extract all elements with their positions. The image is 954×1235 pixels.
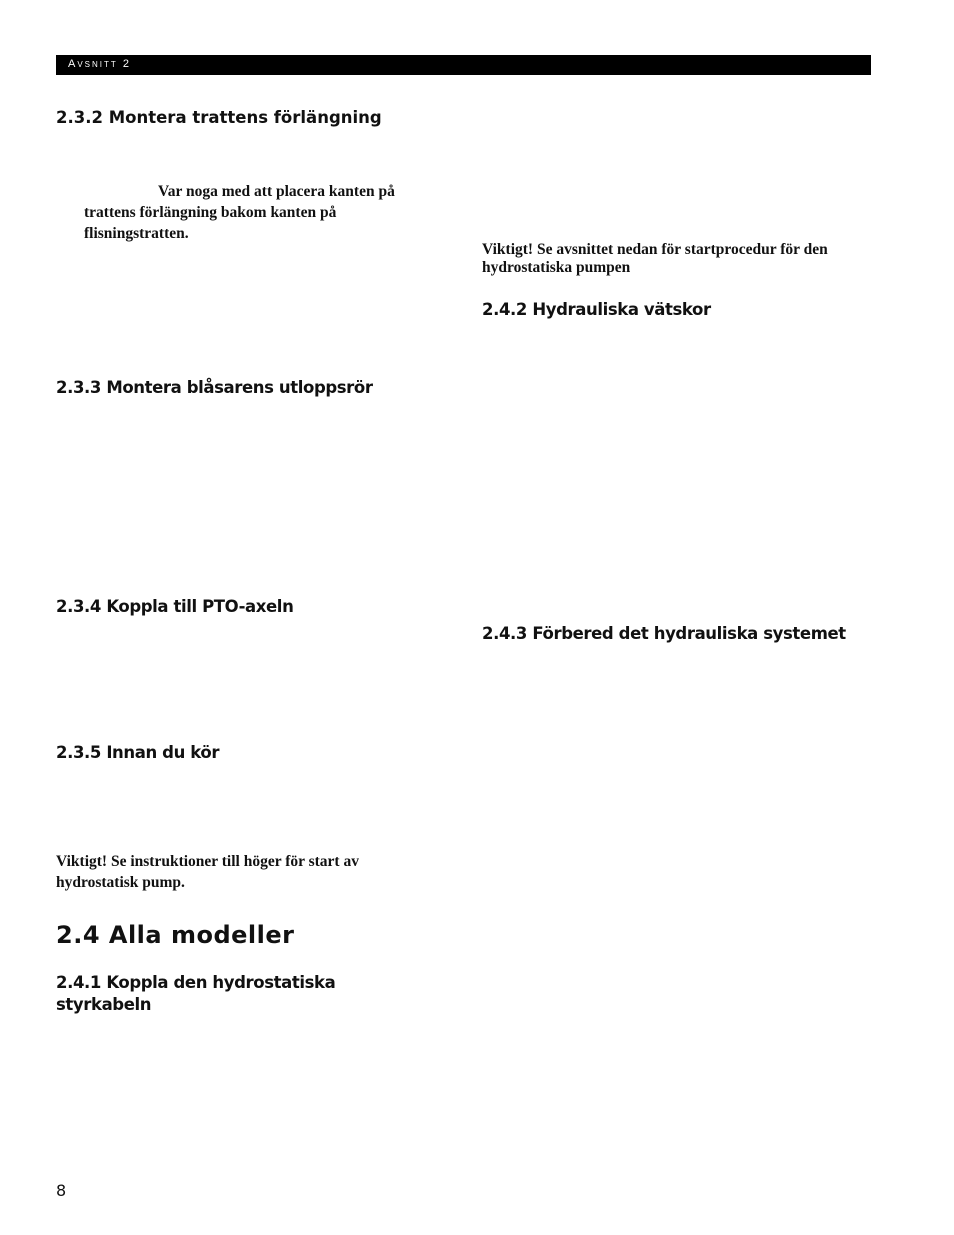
- heading-2-3-4: 2.3.4 Koppla till PTO-axeln: [56, 597, 294, 616]
- note-right-line-1: Viktigt! Se avsnittet nedan för startprocedur för den: [482, 241, 828, 258]
- note-right-line-2: hydrostatiska pumpen: [482, 259, 631, 276]
- section-label: Avsnitt 2: [68, 58, 131, 70]
- section-header-bar: [56, 55, 871, 75]
- heading-2-4-2: 2.4.2 Hydrauliska vätskor: [482, 300, 711, 319]
- heading-2-4-1-line-1: 2.4.1 Koppla den hydrostatiska: [56, 973, 336, 992]
- heading-2-3-2: 2.3.2 Montera trattens förlängning: [56, 108, 382, 127]
- note-2-3-2-line-2: trattens förlängning bakom kanten på: [84, 204, 337, 221]
- heading-2-4: 2.4 Alla modeller: [56, 921, 295, 949]
- heading-2-3-3: 2.3.3 Montera blåsarens utloppsrör: [56, 378, 373, 397]
- page-number: 8: [56, 1181, 67, 1200]
- note-2-3-2-line-3: flisningstratten.: [84, 225, 189, 242]
- note-2-3-5-line-1: Viktigt! Se instruktioner till höger för start av: [56, 853, 359, 870]
- heading-2-4-1-line-2: styrkabeln: [56, 995, 152, 1014]
- heading-2-4-3: 2.4.3 Förbered det hydrauliska systemet: [482, 624, 846, 643]
- note-2-3-2-line-1: Var noga med att placera kanten på: [158, 183, 395, 200]
- note-2-3-5-line-2: hydrostatisk pump.: [56, 874, 185, 891]
- heading-2-3-5: 2.3.5 Innan du kör: [56, 743, 220, 762]
